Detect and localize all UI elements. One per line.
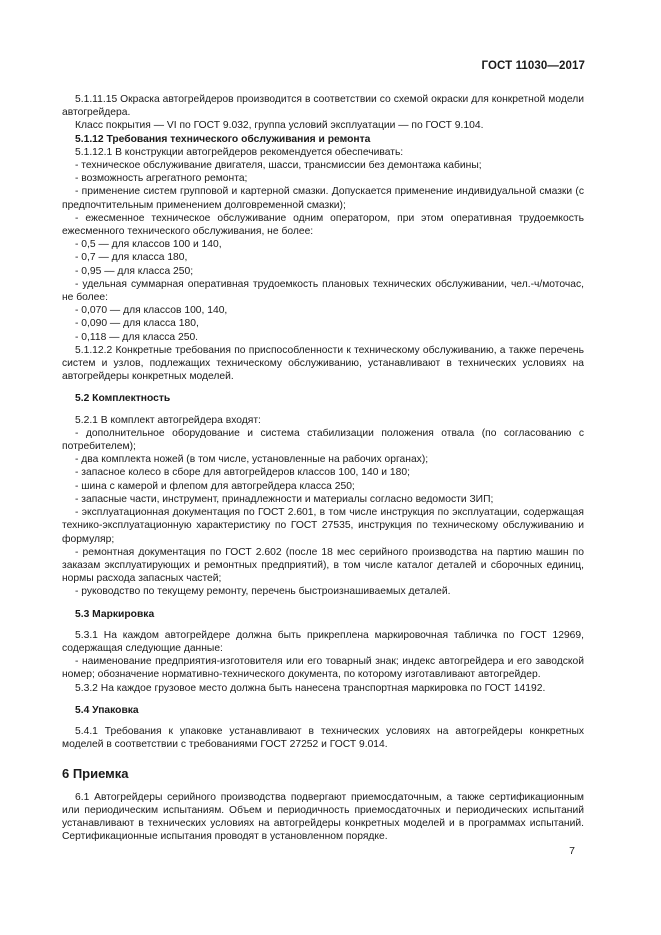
list-item: - 0,118 — для класса 250.: [75, 331, 199, 343]
list-item: - запасные части, инструмент, принадлежности и материалы согласно ведомости ЗИП;: [75, 493, 494, 505]
page-number: 7: [569, 845, 575, 857]
list-item: - два комплекта ножей (в том числе, установленные на рабочих органах);: [75, 454, 429, 466]
list-item: - дополнительное оборудование и система стабилизации положения отвала (по согласованию с потребителем);: [62, 427, 584, 453]
list-item: - 0,5 — для классов 100 и 140,: [75, 239, 222, 251]
paragraph: 6.1 Автогрейдеры серийного производства подвергают приемосдаточным, а также сертификационным или периодическим испытаниям. Объем и периодичность приемосдаточных и периодических испытаний устанавливают в технических условиях на автогрейдеры конкретных моделей и в программах испытаний. Сертификационные испытания проводят в установленном порядке.: [62, 791, 584, 843]
list-item: - шина с камерой и флепом для автогрейдера класса 250;: [75, 480, 355, 492]
chapter-heading: 6 Приемка: [62, 766, 129, 782]
list-item: - запасное колесо в сборе для автогрейдеров классов 100, 140 и 180;: [75, 467, 410, 479]
paragraph: 5.1.12.2 Конкретные требования по приспособленности к техническому обслуживанию, а также перечень систем и узлов, подлежащих техническому обслуживанию, устанавливают в технических условиях на автогрейдеры конкретных моделей.: [62, 344, 584, 383]
list-item: - техническое обслуживание двигателя, шасси, трансмиссии без демонтажа кабины;: [75, 160, 482, 172]
paragraph: 5.1.11.15 Окраска автогрейдеров производится в соответствии со схемой окраски для конкретной модели автогрейдера.: [62, 94, 584, 119]
paragraph: Класс покрытия — VI по ГОСТ 9.032, группа условий эксплуатации — по ГОСТ 9.104.: [75, 120, 484, 132]
list-item: - удельная суммарная оперативная трудоемкость плановых технических обслуживании, чел.-ч/моточас, не более:: [62, 278, 584, 304]
list-item: - ежесменное техническое обслуживание одним оператором, при этом оперативная трудоемкость ежесменного технического обслуживания, не более:: [62, 212, 584, 238]
list-item: - ремонтная документация по ГОСТ 2.602 (после 18 мес серийного производства на партию машин по заказам эксплуатирующих и ремонтных предприятий), в том числе каталог деталей и сборочных единиц, нормы расхода запасных частей;: [62, 546, 584, 585]
list-item: - эксплуатационная документация по ГОСТ 2.601, в том числе инструкция по эксплуатации, содержащая технико-эксплуатационную характеристику по ГОСТ 27535, инструкция по техническому обслуживанию и формуляр;: [62, 507, 584, 545]
document-header: ГОСТ 11030—2017: [481, 60, 585, 72]
paragraph: 5.3.2 На каждое грузовое место должна быть нанесена транспортная маркировка по ГОСТ 14192.: [75, 682, 546, 694]
list-item: - применение систем групповой и картерной смазки. Допускается применение индивидуальной смазки (с предпочтительным применением долговременной смазки);: [62, 186, 584, 211]
list-item: - возможность агрегатного ремонта;: [75, 173, 248, 185]
paragraph: 5.3.1 На каждом автогрейдере должна быть прикреплена маркировочная табличка по ГОСТ 12969, содержащая следующие данные:: [62, 629, 584, 654]
section-heading: 5.3 Маркировка: [75, 608, 155, 620]
list-item: - наименование предприятия-изготовителя или его товарный знак; индекс автогрейдера и его заводской номер; обозначение нормативно-технического документа, по которому изготавливают автогрейдер.: [62, 656, 584, 681]
subsection-heading: 5.1.12 Требования технического обслуживания и ремонта: [75, 133, 371, 145]
paragraph: 5.2.1 В комплект автогрейдера входят:: [75, 414, 261, 426]
section-heading: 5.2 Комплектность: [75, 393, 171, 405]
paragraph: 5.4.1 Требования к упаковке устанавливают в технических условиях на автогрейдеры конкретных моделей в соответствии с требованиями ГОСТ 27252 и ГОСТ 9.014.: [62, 725, 584, 751]
list-item: - 0,090 — для класса 180,: [75, 318, 199, 330]
section-heading: 5.4 Упаковка: [75, 704, 139, 716]
list-item: - 0,95 — для класса 250;: [75, 265, 194, 277]
list-item: - руководство по текущему ремонту, перечень быстроизнашиваемых деталей.: [75, 586, 451, 598]
document-body: [62, 93, 584, 843]
list-item: - 0,7 — для класса 180,: [75, 252, 188, 264]
paragraph: 5.1.12.1 В конструкции автогрейдеров рекомендуется обеспечивать:: [75, 146, 404, 158]
list-item: - 0,070 — для классов 100, 140,: [75, 305, 228, 317]
